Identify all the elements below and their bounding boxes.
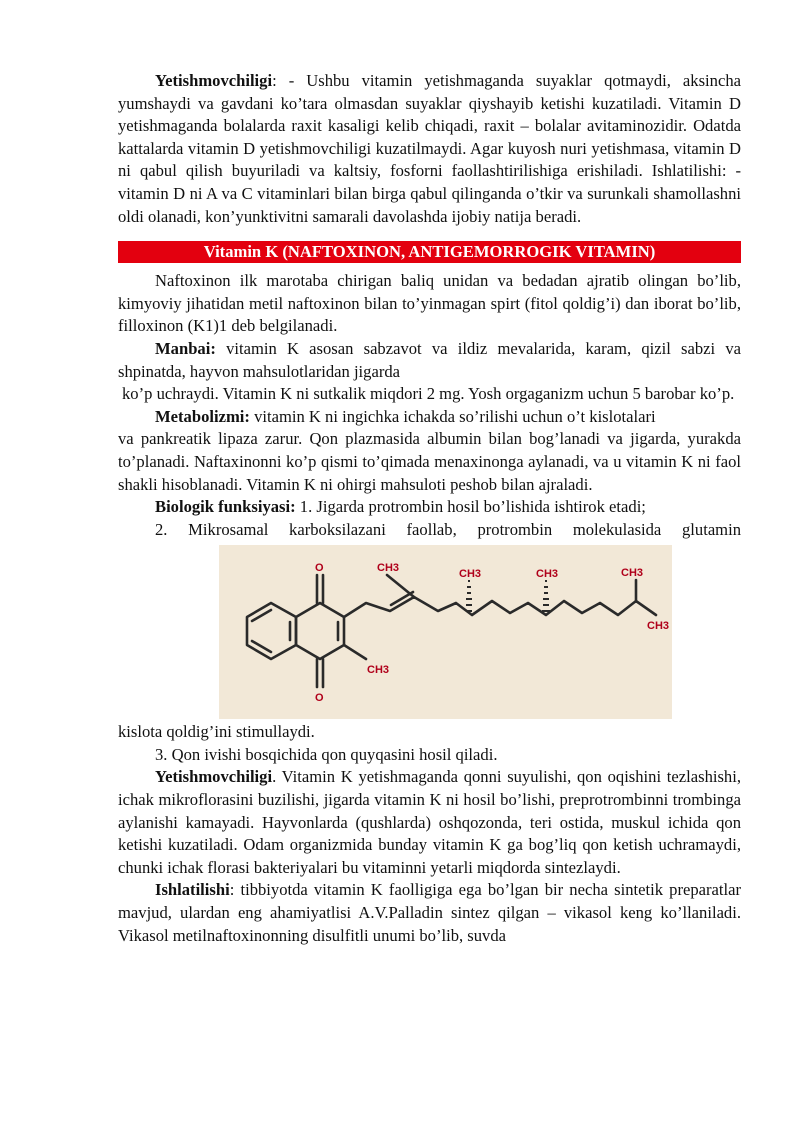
methyl-label-d: CH3 — [621, 567, 644, 580]
paragraph-function-2-continued: kislota qoldig’ini stimullaydi. — [118, 722, 315, 742]
paragraph-text: 1. Jigarda protrombin hosil bo’lishida ishtirok etadi; — [295, 497, 646, 517]
paragraph-usage — [118, 879, 741, 947]
paragraph-deficiency-k — [118, 766, 741, 879]
paragraph-sources — [118, 338, 741, 383]
paragraph-function-3: 3. Qon ivishi bosqichida qon quyqasini hosil qiladi. — [155, 744, 498, 764]
methyl-label-ring: CH3 — [367, 664, 390, 677]
paragraph-biological-function — [118, 496, 741, 519]
paragraph-text: . Vitamin K yetishmaganda qonni suyulishi, qon oqishini tezlashishi, ichak mikroflorasini buzilishi, jigarda vitamin K ni hosil bo’lishi, preprotrombinni trombinga aylanishi kamayadi. Hayvonlarda (qushlarda) oshqozonda, teri ostida, muskul ichida qon ketishi kuzatiladi. Odam organizmida bunday vitamin K ga bog’liq qon ketish uchramaydi, chunki ichak florasi bakteriyalari bu vitaminni yetarli miqdorda sintezlaydi. — [118, 767, 741, 877]
paragraph-text: ko’p uchraydi. Vitamin K ni sutkalik miqdori 2 mg. Yosh orgaganizm uchun 5 barobar ko’p. — [122, 384, 735, 404]
paragraph-text: vitamin K asosan sabzavot va ildiz mevalarida, karam, qizil sabzi va shpinatda, hayvon mahsulotlaridan jigarda — [118, 338, 741, 381]
paragraph-function-2: 2. Mikrosamal karboksilazani faollab, protrombin molekulasida glutamin — [155, 519, 741, 539]
methyl-label-a: CH3 — [377, 562, 400, 575]
paragraph-metabolism — [118, 406, 741, 429]
oxygen-label-bottom: O — [315, 692, 324, 705]
paragraph-text: vitamin K ni ingichka ichakda so’rilishi uchun o’t kislotalari — [249, 406, 656, 426]
lead-term: Biologik funksiyasi: — [155, 497, 296, 517]
methyl-label-b: CH3 — [459, 568, 482, 581]
paragraph-text: : tibbiyotda vitamin K faolligiga ega bo’lgan bir necha sintetik preparatlar mavjud, ulardan eng ahamiyatlisi A.V.Palladin sintez qilgan – vikasol keng ko’llaniladi. Vikasol metilnaftoxinonning disulfitli unumi bo’lib, suvda — [118, 880, 741, 945]
methyl-label-e: CH3 — [647, 620, 670, 633]
lead-term: Manbai: — [155, 338, 216, 358]
lead-term: Yetishmovchiligi — [155, 71, 273, 90]
lead-term: Metabolizmi: — [155, 406, 250, 426]
section-heading-vitamin-k: Vitamin K (NAFTOXINON, ANTIGEMORROGIK VITAMIN) — [118, 241, 741, 263]
oxygen-label-top: O — [315, 562, 324, 575]
methyl-label-c: CH3 — [536, 568, 559, 581]
vitamin-k-structure-figure — [219, 545, 672, 719]
document-page — [118, 70, 741, 947]
paragraph-sources-continued — [118, 383, 741, 406]
paragraph-deficiency-d — [118, 70, 741, 228]
paragraph-text: : - Ushbu vitamin yetishmaganda suyaklar qotmaydi, aksincha yumshaydi va gavdani ko’tara olmasdan suyaklar qiyshayib ketishi kuzatiladi. Vitamin D yetishmaganda bolalarda raxit kasaligi kelib chiqadi, raxit – bolalar avitaminozidir. Odatda kattalarda vitamin D yetishmovchiligi kuzatilmaydi. Agar kuyosh nuri yetishmasa, vitamin D ni qabul qilish buyuriladi va kaltsiy, fosforni faollashtirilishiga erishiladi. Ishlatilishi: - vitamin D ni A va C vitaminlari bilan birga qabul qilinganda o’tkir va surunkali shamollashni oldi olanadi, kon’yunktivitni samarali davolashda ijobiy natija beradi. — [118, 71, 741, 226]
lead-term: Yetishmovchiligi — [155, 767, 273, 787]
figure-background — [219, 545, 672, 719]
lead-term: Ishlatilishi — [155, 880, 230, 900]
structural-formula-svg — [219, 545, 672, 719]
paragraph-metabolism-continued: va pankreatik lipaza zarur. Qon plazmasida albumin bilan bog’lanadi va jigarda, yurakda to’planadi. Naftaxinonni ko’p qismi to’qimada menaxinonga aylanadi, va u vitamin K ni faol shakli hisoblanadi. Vitamin K ni ohirgi mahsuloti peshob bilan ajraladi. — [118, 429, 741, 494]
paragraph-naftoxinon: Naftoxinon ilk marotaba chirigan baliq unidan va bedadan ajratib olingan bo’lib, kimyoviy jihatidan metil naftoxinon bilan to’yinmagan spirt (fitol qoldig’i) dan iborat bo’lib, filloxinon (K1)1 deb belgilanadi. — [118, 271, 741, 336]
